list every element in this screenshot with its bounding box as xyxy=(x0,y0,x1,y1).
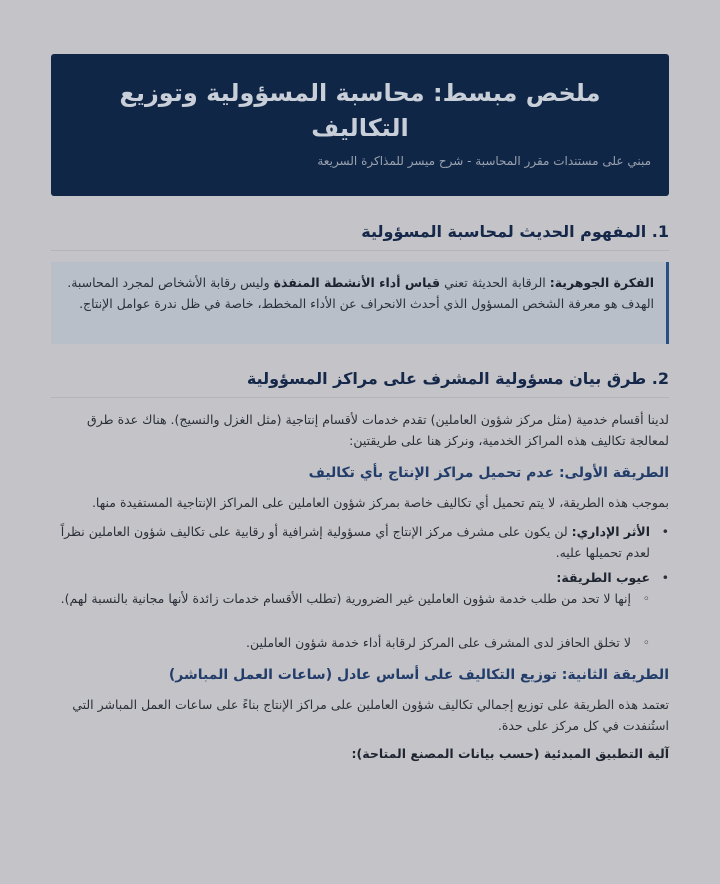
bullet-ring-icon: ◦ xyxy=(642,635,650,650)
list-item-defects xyxy=(51,567,669,588)
mechanism-heading: آلية التطبيق المبدئية (حسب بيانات المصنع المتاحة): xyxy=(351,746,669,761)
defect-text: لا تخلق الحافز لدى المشرف على المركز لرقابة أداء خدمة شؤون العاملين. xyxy=(245,635,631,650)
method-2-description: تعتمد هذه الطريقة على توزيع إجمالي تكاليف شؤون العاملين على مراكز الإنتاج بناءً على ساعات العمل المباشر التي استُنفدت في كل مركز على حدة. xyxy=(72,697,669,733)
bullet-dot-icon: • xyxy=(661,570,669,585)
section-1-divider xyxy=(51,250,669,251)
defect-item xyxy=(51,632,650,653)
method-2-heading: الطريقة الثانية: توزيع التكاليف على أساس عادل (ساعات العمل المباشر) xyxy=(168,667,669,683)
document-header xyxy=(51,54,669,196)
section-2-divider xyxy=(51,397,669,398)
document-title: ملخص مبسط: محاسبة المسؤولية وتوزيع التكاليف xyxy=(119,79,601,142)
method-1-description: بموجب هذه الطريقة، لا يتم تحميل أي تكاليف خاصة بمركز شؤون العاملين على المراكز الإنتاجية المستفيدة منها. xyxy=(91,495,669,510)
method-1-heading: الطريقة الأولى: عدم تحميل مراكز الإنتاج بأي تكاليف xyxy=(308,465,669,481)
callout-text-end: وليس رقابة الأشخاص لمجرد المحاسبة. الهدف هو معرفة الشخص المسؤول الذي أحدث الانحراف عن الأداء المخطط، خاصة في ظل ندرة عوامل الإنتاج. xyxy=(67,275,654,311)
defect-text: إنها لا تحد من طلب خدمة شؤون العاملين غير الضرورية (تطلب الأقسام خدمات زائدة لأنها مجانية بالنسبة لهم). xyxy=(60,591,631,606)
callout-text-start: الرقابة الحديثة تعني xyxy=(440,275,550,290)
section-2-heading: 2. طرق بيان مسؤولية المشرف على مراكز المسؤولية xyxy=(246,369,669,388)
section-1-heading: 1. المفهوم الحديث لمحاسبة المسؤولية xyxy=(361,222,669,241)
list-item-admin-effect xyxy=(51,521,669,563)
section-2-intro: لدينا أقسام خدمية (مثل مركز شؤون العاملين) تقدم خدمات لأقسام إنتاجية (مثل الغزل والنسيج). هناك عدة طرق لمعالجة تكاليف هذه المراكز الخدمية، ونركز هنا على طريقتين: xyxy=(87,412,669,448)
bullet-dot-icon: • xyxy=(661,524,669,539)
defects-label: عيوب الطريقة: xyxy=(556,570,650,585)
defect-item xyxy=(51,588,650,609)
admin-effect-label: الأثر الإداري: xyxy=(571,524,650,539)
key-idea-callout xyxy=(51,262,669,344)
admin-effect-text: لن يكون على مشرف مركز الإنتاج أي مسؤولية إشرافية أو رقابية على تكاليف شؤون العاملين نظراً لعدم تحميلها عليه. xyxy=(60,524,650,560)
bullet-ring-icon: ◦ xyxy=(642,591,650,606)
callout-label: الفكرة الجوهرية: xyxy=(549,275,654,290)
callout-emphasis: قياس أداء الأنشطة المنفذة xyxy=(273,275,441,290)
document-subtitle: مبني على مستندات مقرر المحاسبة - شرح ميسر للمذاكرة السريعة xyxy=(317,154,651,168)
